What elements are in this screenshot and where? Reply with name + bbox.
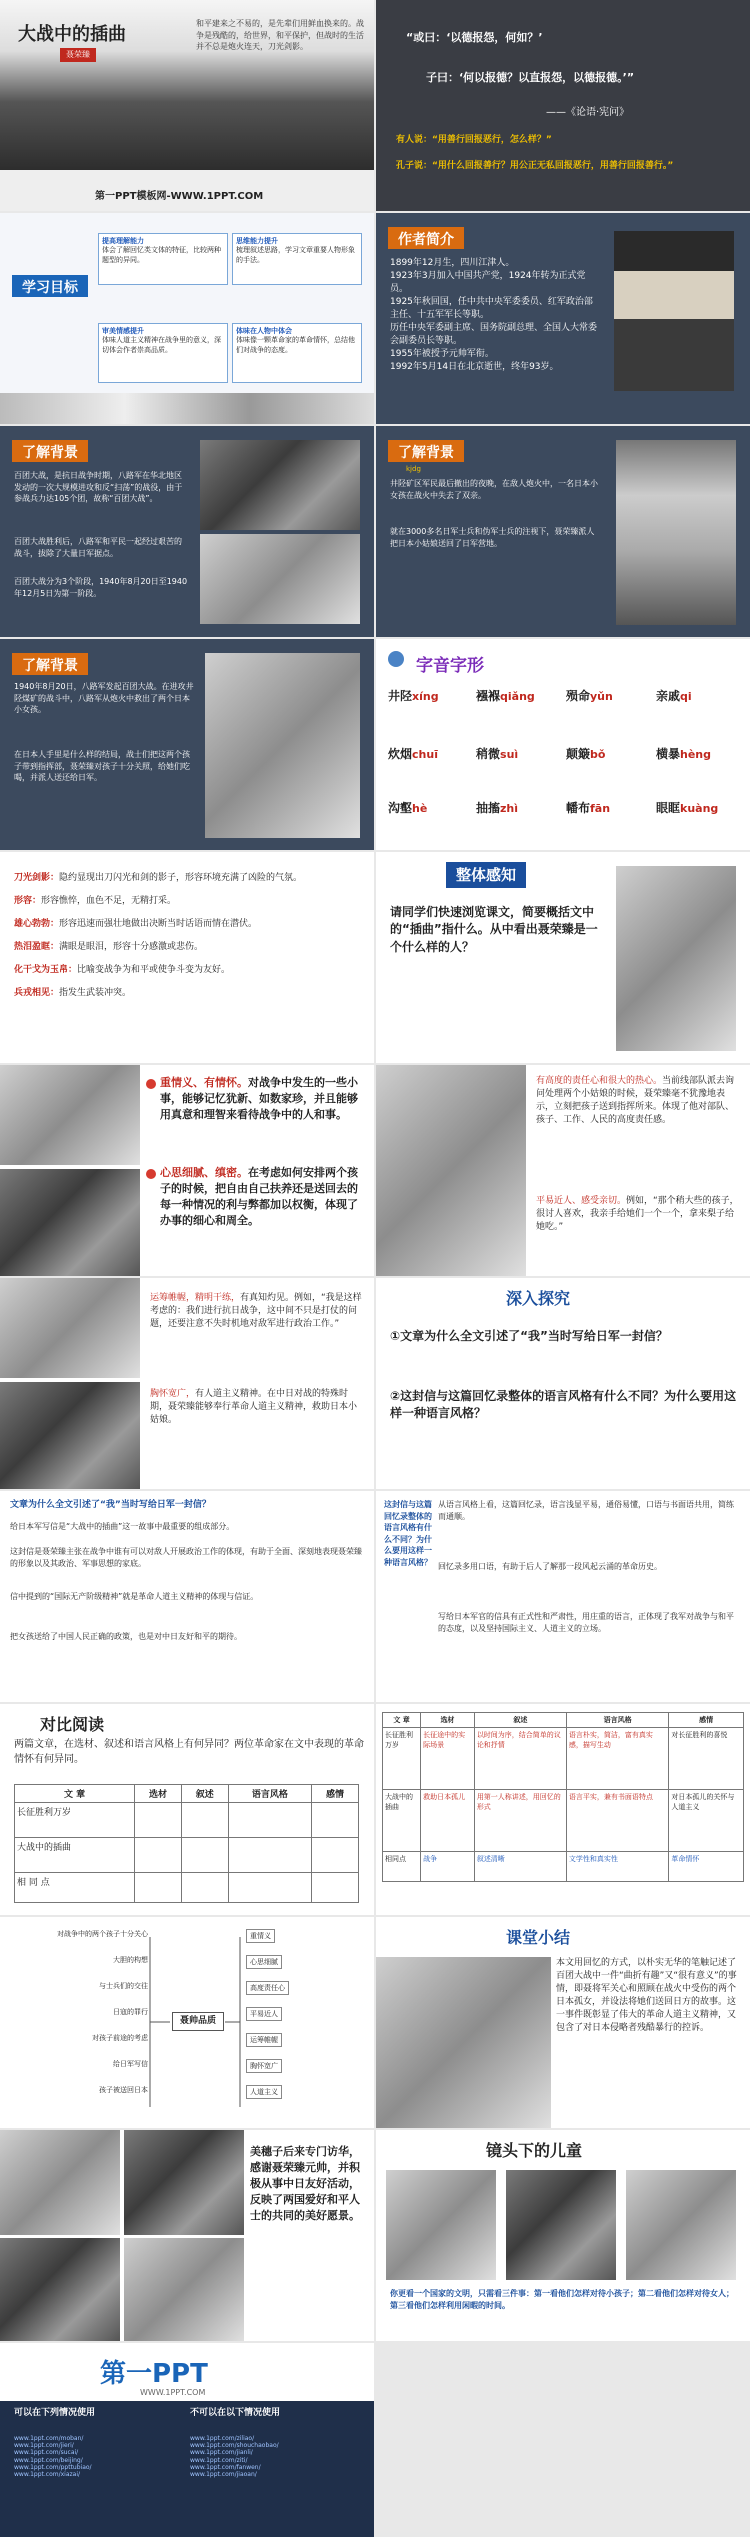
inquiry-q2: ②这封信与这篇回忆录整体的语言风格有什么不同？为什么要用这样一种语言风格？ [390,1389,737,1421]
answer2-item: 写给日本军官的信具有正式性和严肃性，用庄重的语言，正体现了我军对战争与和平的态度，以及坚持国际主义、人道主义的立场。 [438,1612,734,1633]
goal-box-1 [98,233,228,285]
ink-decoration [0,393,374,424]
slide-author-intro [376,213,750,424]
author-list [390,257,600,374]
slide-footer: 第一PPT模板网-WWW.1PPT.COM [95,191,264,202]
answer-header: 感情 [669,1713,744,1728]
answer-cell: 大战中的插曲 [383,1790,421,1852]
credits-right-heading: 不可以在以下情况使用 [190,2408,281,2418]
author-portrait [614,231,734,391]
answer-cell: 叙述清晰 [474,1852,566,1882]
mindmap-left: 孩子被送回日本 [99,2086,148,2094]
war-photo-2 [200,534,360,624]
slide-inquiry [376,1278,750,1489]
compare-header: 叙述 [181,1785,228,1803]
credits-left-heading: 可以在下列情况使用 [14,2408,96,2418]
compare-table [14,1784,359,1903]
answer-header: 语言风格 [566,1713,668,1728]
vocab-word: 稍微suì [476,747,519,761]
goal-1-text: 体会了解回忆类文体的特征，比较两种题型的异同。 [102,246,221,264]
compare-heading: 对比阅读 [40,1715,105,1734]
answer-cell: 用第一人称讲述，用回忆的形式 [474,1790,566,1852]
slide-title-desc: 和平建来之不易的，是先辈们用鲜血换来的。战争是残酷的，给世界，和平保护，但战时的生活并不总是炮火连天，刀光剑影。 [196,19,364,52]
credits-link[interactable]: www.1ppt.com/moban/ [14,2435,84,2442]
vocab-word: 井陉xíng [388,689,439,703]
inquiry-heading: 深入探究 [506,1289,571,1308]
compare-question: 两篇文章，在选材、叙述和语言风格上有何异同？两位革命家在文中表现的革命情怀有何异同。 [14,1739,364,1765]
photo-left-1 [0,1065,140,1165]
answer1-item: 给日本军写信是“大战中的插曲”这一故事中最重要的组成部分。 [10,1522,235,1531]
inquiry-q1: ①文章为什么全文引述了“我”当时写给日军一封信？ [390,1329,668,1343]
credits-link[interactable]: www.1ppt.com/fanwen/ [190,2463,261,2471]
answer-cell: 语言平实，兼有书面语特点 [566,1790,668,1852]
mindmap-right: 运筹帷幄 [246,2033,282,2047]
translation-2-text: “用什么回报善行？用公正无私回报恶行，用善行回报善行。” [432,161,674,171]
answer1-item: 把女孩送给了中国人民正确的政策，也是对中日友好和平的期待。 [10,1632,242,1641]
idiom-item: 刀光剑影：隐约显现出刀闪光和剑的影子，形容环境充满了凶险的气氛。 [14,873,303,883]
slide-background-3 [0,639,374,850]
mindmap-center: 聂帅品质 [172,2012,224,2031]
children-photo-3 [626,2170,736,2280]
children-photo-1 [386,2170,496,2280]
children-photo-2 [506,2170,616,2280]
slide-mindmap [0,1917,374,2128]
credits-link[interactable]: www.1ppt.com/beijing/ [14,2456,83,2464]
slide-overview [376,852,750,1063]
translation-2-label: 孔子说： [396,161,433,171]
goal-3-title: 审美情感提升 [102,327,144,335]
answer2-item: 从语言风格上看，这篇回忆录，语言浅显平易，通俗易懂，口语与书面语共用，简练而通顺。 [438,1500,734,1521]
credits-link[interactable]: www.1ppt.com/ppttubiao/ [14,2463,92,2471]
mindmap-right: 高度责任心 [246,1981,289,1995]
slide-inquiry-answer-1 [0,1491,374,1702]
answer-header: 选材 [421,1713,475,1728]
mindmap-right: 人道主义 [246,2085,282,2099]
goal-box-3 [98,323,228,383]
pin-icon [146,1079,156,1089]
credits-link[interactable]: www.1ppt.com/shouchaobao/ [190,2442,279,2450]
credits-links-left [14,2435,184,2478]
mindmap-right: 心思细腻 [246,1955,282,1969]
pin-icon [388,651,404,667]
slide-character-3 [0,1278,374,1489]
compare-header: 语言风格 [228,1785,311,1803]
slide-children-lens [376,2130,750,2341]
vocab-word: 颠簸bǒ [566,747,606,761]
answer-cell: 相同点 [383,1852,421,1882]
author-item: 1955年被授予元帅军衔。 [390,349,494,360]
quote-source: ——《论语·宪问》 [546,107,630,118]
goal-2-title: 思维能力提升 [236,237,278,245]
character-point-4: 平易近人、感受亲切。例如，“那个稍大些的孩子，很讨人喜欢，我亲手给她们一个一个，拿来梨子给她吃。” [536,1196,739,1233]
war-photo-1 [200,440,360,530]
slide-background-2 [376,426,750,637]
character-point-1: 重情义、有情怀。对战争中发生的一些小事，能够记忆犹新、如数家珍，并且能够用真意和理智来看待战争中的人和事。 [160,1076,358,1121]
character-point-3: 有高度的责任心和很大的热心。当前线部队派去询问处理两个小姑娘的时候，聂荣臻毫不犹豫地表示，立刻把孩子送到指挥所来。体现了他对部队、孩子、工作、人民的高度责任感。 [536,1076,735,1126]
background-item: 井陉矿区军民最后撤出的夜晚，在敌人炮火中，一名日本小女孩在战火中失去了双亲。 [390,479,598,500]
author-item: 1899年12月生，四川江津人。 [390,258,515,268]
answer-cell: 对长征胜利的喜悦 [669,1728,744,1790]
slide-character-1 [0,1065,374,1276]
author-badge: 聂荣臻 [60,48,96,62]
background-item: 百团大战分为3个阶段，1940年8月20日至1940年12月5日为第一阶段。 [14,577,188,598]
friendship-text: 美穗子后来专门访华，感谢聂荣臻元帅，并积极从事中日友好活动，反映了两国爱好和平人士的共同的美好愿景。 [250,2145,360,2222]
answer-cell: 以时间为序，结合简单的议论和抒情 [474,1728,566,1790]
pin-icon [146,1169,156,1179]
answer-cell: 革命情怀 [669,1852,744,1882]
children-photo [376,1065,526,1276]
compare-row-label: 长征胜利万岁 [15,1803,135,1838]
credits-link[interactable]: www.1ppt.com/jieri/ [14,2442,74,2450]
translation-2 [396,160,736,173]
answer-cell: 文学性和真实性 [566,1852,668,1882]
answer-cell: 长征胜利万岁 [383,1728,421,1790]
slide-summary [376,1917,750,2128]
answer-cell: 战争 [421,1852,475,1882]
slide-friendship [0,2130,374,2341]
photo-left-3 [0,1278,140,1378]
nie-with-child-photo [616,866,736,1051]
translation-1 [396,134,736,147]
soldiers-photo [205,653,360,838]
compare-header: 选材 [135,1785,182,1803]
author-item: 历任中央军委副主席、国务院副总理、全国人大常委会副委员长等职。 [390,323,598,347]
mindmap-right: 重情义 [246,1929,275,1943]
character-point-5: 运筹帷幄，精明干练，有真知灼见。例如，“我是这样考虑的：我们进行抗日战争，这中间不只是打仗的问题，还要注意不失时机地对敌军进行政治工作。” [150,1293,362,1330]
idiom-item: 热泪盈眶：满眼是眼泪，形容十分感激或悲伤。 [14,942,204,953]
monument-photo [616,440,736,625]
credits-url: WWW.1PPT.COM [140,2388,206,2397]
answer-cell: 对日本孤儿的关怀与人道主义 [669,1790,744,1852]
answer2-item: 回忆录多用口语，有助于后人了解那一段风起云涌的革命历史。 [438,1562,662,1571]
slide-inquiry-answer-2 [376,1491,750,1702]
slide-title [0,0,374,211]
goal-2-text: 梳理叙述思路，学习文章重要人物形象的手法。 [236,246,355,264]
overview-heading: 整体感知 [446,862,526,888]
goal-1-title: 提高理解能力 [102,237,144,245]
mindmap-left: 大胆的构想 [113,1956,148,1964]
friendship-photo-4 [124,2238,244,2341]
vocab-word: 炊烟chuī [388,747,438,761]
background-item: 1940年8月20日，八路军发起百团大战。在进攻井陉煤矿的战斗中，八路军从炮火中救出了两个日本小女孩。 [14,682,194,715]
vocab-word: 眼眶kuàng [656,801,719,815]
slide-learning-goals [0,213,374,424]
compare-answer-table [382,1712,744,1882]
credits-link[interactable]: www.1ppt.com/sucai/ [14,2449,79,2457]
vocab-word: 殒命yǔn [566,689,613,703]
mindmap-left: 与士兵们的交往 [99,1982,148,1990]
idiom-item: 化干戈为玉帛：比喻变战争为和平或使争斗变为友好。 [14,965,231,976]
compare-header: 文 章 [15,1785,135,1803]
answer-cell: 救助日本孤儿 [421,1790,475,1852]
mindmap-right: 胸怀宽广 [246,2059,282,2073]
author-item: 1992年5月14日在北京逝世，终年93岁。 [390,362,559,373]
idiom-list [14,872,364,1010]
idiom-item: 兵戎相见：指发生武装冲突。 [14,988,132,999]
credits-links-right [190,2435,360,2478]
answer-header: 叙述 [474,1713,566,1728]
vocab-heading: 字音字形 [416,656,484,676]
slide-compare-answer [376,1704,750,1915]
compare-row-label: 相 同 点 [15,1873,135,1903]
vocab-word: 襁褓qiǎng [476,689,535,703]
vocab-word: 抽搐zhì [476,801,519,815]
overview-question: 请同学们快速浏览课文，简要概括文中的“插曲”指什么。从中看出聂荣臻是一个什么样的人？ [390,905,598,954]
author-heading: 作者简介 [388,227,464,249]
author-item: 1925年秋回国，任中共中央军委委员、红军政治部主任、十五军军长等职。 [390,297,593,321]
quote-line-2: 子曰：‘何以报德？以直报怨，以德报德。’” [426,71,635,84]
slide-quote [376,0,750,211]
goal-3-text: 体味人道主义精神在战争里的意义，深切体会作者崇高品质。 [102,336,221,354]
background-item: 百团大战，是抗日战争时期，八路军在华北地区发动的一次大规模进攻和反“扫荡”的战役，由于参战兵力达105个团，故称“百团大战”。 [14,471,183,504]
goal-box-2 [232,233,362,285]
credits-link[interactable]: www.1ppt.com/jianli/ [190,2449,253,2457]
credits-logo: 第一PPT [100,2359,208,2389]
goal-4-title: 体味在人物中体会 [236,327,292,335]
goal-4-text: 体味像一颗革命家的革命情怀，总结他们对战争的态度。 [236,336,355,354]
friendship-photo-1 [0,2130,120,2235]
answer1-item: 这封信是聂荣臻主张在战争中谁有可以对敌人开展政治工作的体现，有助于全面、深刻地表现聂荣臻的形象以及其政治、军事思想的家底。 [10,1547,362,1568]
answer-cell: 语言朴实，简洁，富有真实感，描写生动 [566,1728,668,1790]
translation-1-text: “用善行回报恶行，怎么样？” [432,135,552,145]
slide-character-2 [376,1065,750,1276]
character-point-6: 胸怀宽广，有人道主义精神。在中日对战的特殊时期，聂荣臻能够奉行革命人道主义精神，救助日本小姑娘。 [150,1389,358,1426]
compare-row-label: 大战中的插曲 [15,1838,135,1873]
children-caption: 你更看一个国家的文明，只需看三件事：第一看他们怎样对待小孩子；第二看他们怎样对待女人；第三看他们怎样利用闲暇的时间。 [390,2289,734,2310]
slide-idioms [0,852,374,1063]
goals-heading: 学习目标 [12,275,88,297]
quote-line-1: “或曰：‘以德报怨，何如？’ [406,31,543,44]
photo-left-4 [0,1382,140,1489]
friendship-photo-2 [124,2130,244,2235]
photo-left-2 [0,1169,140,1276]
mindmap-left: 日寇的罪行 [113,2008,148,2016]
translation-1-label: 有人说： [396,135,433,145]
mindmap-left: 给日军写信 [113,2060,148,2068]
background-sub: kjdg [406,465,421,473]
compare-header: 感情 [312,1785,359,1803]
summary-text: 本文用回忆的方式，以朴实无华的笔触记述了百团大战中一件“曲折有趣”又“很有意义”的事情，即聂将军关心和照顾在战火中受伤的两个日本孤女，并设法将她们送回日方的故事。这一事件既彰显了伟大的革命人道主义精神，又包含了对日本侵略者残酷暴行的控诉。 [556,1958,737,2034]
answer-cell: 长征途中的实际场景 [421,1728,475,1790]
background-item: 百团大战胜利后，八路军和平民一起经过艰苦的战斗，拔除了大量日军据点。 [14,537,182,558]
empty-slot [376,2343,750,2537]
summary-photo [376,1957,551,2128]
idiom-item: 雄心勃勃：形容迅速而强壮地做出决断当时话语而情在潜伏。 [14,919,258,930]
background-heading-1: 了解背景 [12,440,88,462]
summary-heading: 课堂小结 [506,1928,571,1947]
children-heading: 镜头下的儿童 [486,2141,583,2160]
background-heading-3: 了解背景 [12,653,88,675]
vocab-word: 横暴hèng [656,747,712,761]
answer1-item: 信中提到的“国际无产阶级精神”就是革命人道主义精神的体现与信证。 [10,1592,259,1601]
slide-background-1 [0,426,374,637]
character-point-2: 心思细腻、缜密。在考虑如何安排两个孩子的时候，把自由自己扶养还是送回去的每一种情况的利与弊都加以权衡，体现了办事的细心和周全。 [160,1166,358,1227]
goal-box-4 [232,323,362,383]
mindmap-left: 对战争中的两个孩子十分关心 [57,1930,148,1938]
author-item: 1923年3月加入中国共产党，1924年转为正式党员。 [390,271,586,295]
mindmap-left: 对孩子前途的考虑 [92,2034,148,2042]
vocab-word: 亲戚qi [656,689,692,703]
credits-link[interactable]: www.1ppt.com/ziti/ [190,2456,248,2464]
background-item: 就在3000多名日军士兵和伪军士兵的注视下，聂荣臻派人把日本小姑娘送回了日军营地。 [390,527,595,548]
background-heading-2: 了解背景 [388,440,464,462]
slide-vocab [376,639,750,850]
slide-compare [0,1704,374,1915]
idiom-item: 形容：形容憔悴，血色不足，无精打采。 [14,896,177,907]
slide-title-heading: 大战中的插曲 [18,24,126,45]
mindmap-right: 平易近人 [246,2007,282,2021]
answer-header: 文 章 [383,1713,421,1728]
answer2-side-question: 这封信与这篇回忆录整体的语言风格有什么不同？为什么要用这样一种语言风格？ [384,1500,432,1567]
vocab-word: 沟壑hè [388,801,428,815]
credits-link[interactable]: www.1ppt.com/xiazai/ [14,2470,81,2478]
answer1-question: 文章为什么全文引述了“我”当时写给日军一封信？ [10,1500,211,1510]
credits-link[interactable]: www.1ppt.com/jiaoan/ [190,2470,257,2478]
vocab-word: 幡布fān [566,801,611,815]
friendship-photo-3 [0,2238,120,2341]
slide-credits [0,2343,374,2537]
credits-link[interactable]: www.1ppt.com/ziliao/ [190,2435,255,2442]
background-item: 在日本人手里是什么样的结局，战士们把这两个孩子带到指挥部，聂荣臻对孩子十分关照，给她们吃喝，并派人送还给日军。 [14,750,190,783]
